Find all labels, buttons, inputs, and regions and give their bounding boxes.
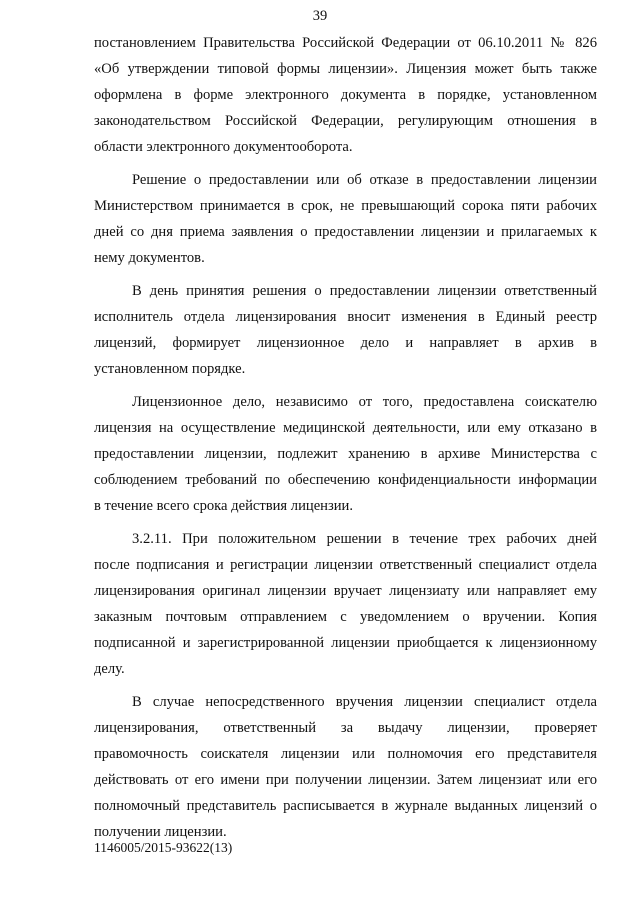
text-line: делу. [94, 661, 125, 677]
text-line: законодательством Российской Федерации, регулирующим отношения в [94, 113, 597, 129]
text-line: 3.2.11. При положительном решении в течение трех рабочих дней [132, 531, 597, 547]
text-line: получении лицензии. [94, 824, 227, 840]
paragraph-3 [94, 278, 597, 382]
paragraph-6 [94, 689, 597, 845]
text-line: установленном порядке. [94, 361, 246, 377]
text-line: соблюдением требований по обеспечению конфиденциальности информации [94, 472, 597, 488]
text-line: Лицензионное дело, независимо от того, предоставлена соискателю [132, 394, 597, 410]
paragraph-2 [94, 167, 597, 271]
text-line: полномочный представитель расписывается в журнале выданных лицензий о [94, 798, 597, 814]
page-number: 39 [312, 8, 328, 24]
text-line: исполнитель отдела лицензирования вносит изменения в Единый реестр [94, 309, 597, 325]
text-line: В день принятия решения о предоставлении лицензии ответственный [132, 283, 597, 299]
text-line: в течение всего срока действия лицензии. [94, 498, 354, 514]
text-line: Решение о предоставлении или об отказе в предоставлении лицензии [132, 172, 597, 188]
text-line: действовать от его имени при получении лицензии. Затем лицензиат или его [94, 772, 597, 788]
paragraph-1 [94, 30, 597, 160]
document-body [94, 30, 597, 845]
text-line: лицензий, формирует лицензионное дело и направляет в архив в [94, 335, 597, 351]
document-reference-number: 1146005/2015-93622(13) [94, 840, 233, 855]
text-line: лицензирования, ответственный за выдачу лицензии, проверяет [94, 720, 597, 736]
text-line: В случае непосредственного вручения лицензии специалист отдела [132, 694, 597, 710]
paragraph-5 [94, 526, 597, 682]
text-line: Министерством принимается в срок, не превышающий сорока пяти рабочих [94, 198, 597, 214]
paragraph-4 [94, 389, 597, 519]
text-line: постановлением Правительства Российской Федерации от 06.10.2011 № 826 [94, 35, 597, 51]
text-line: правомочность соискателя лицензии или полномочия его представителя [94, 746, 597, 762]
text-line: области электронного документооборота. [94, 139, 353, 155]
text-line: дней со дня приема заявления о предоставлении лицензии и прилагаемых к [94, 224, 597, 240]
text-line: заказным почтовым отправлением с уведомлением о вручении. Копия [94, 609, 597, 625]
text-line: «Об утверждении типовой формы лицензии». Лицензия может быть также [94, 61, 597, 77]
text-line: предоставлении лицензии, подлежит хранению в архиве Министерства с [94, 446, 597, 462]
text-line: лицензия на осуществление медицинской деятельности, или ему отказано в [94, 420, 597, 436]
text-line: оформлена в форме электронного документа в порядке, установленном [94, 87, 597, 103]
text-line: лицензирования оригинал лицензии вручает лицензиату или направляет ему [94, 583, 597, 599]
text-line: подписанной и зарегистрированной лицензии приобщается к лицензионному [94, 635, 597, 651]
text-line: после подписания и регистрации лицензии ответственный специалист отдела [94, 557, 597, 573]
text-line: нему документов. [94, 250, 205, 266]
